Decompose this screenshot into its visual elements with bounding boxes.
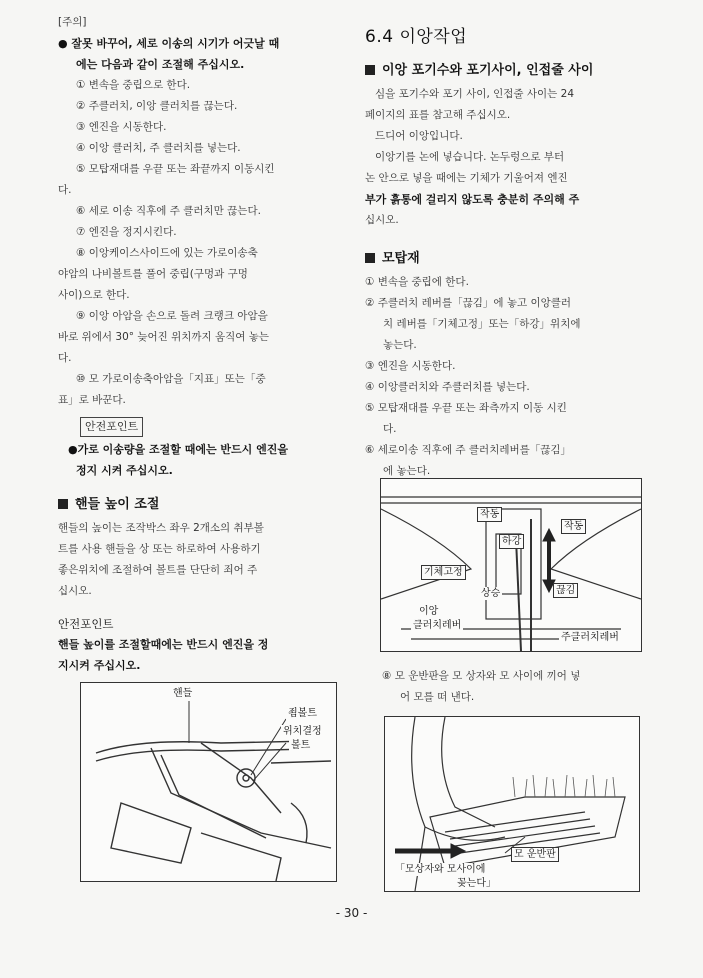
step-line: ④ 이앙 클러치, 주 클러치를 넣는다. xyxy=(76,142,241,154)
planting-clutch-lever-label-2: 클러치레버 xyxy=(413,620,462,631)
loading-step-line: 에 놓는다. xyxy=(383,465,431,477)
step-line: ⑧ 이앙케이스사이드에 있는 가로이송축 xyxy=(76,247,258,259)
safety2-text-line-2: 지시켜 주십시오. xyxy=(58,659,141,672)
seedling-board-label: 모 운반판 xyxy=(511,847,559,862)
safety-text-line-2: 정지 시켜 주십시오. xyxy=(76,464,173,477)
step-line: 표」로 바꾼다. xyxy=(58,394,126,406)
step-line: ⑦ 엔진을 정지시킨다. xyxy=(76,226,177,238)
position-bolt-label-2: 볼트 xyxy=(291,740,311,751)
step-line: ① 변속을 중립으로 한다. xyxy=(76,79,191,91)
section-title: 6.4 이앙작업 xyxy=(365,27,468,47)
operate-label-1: 작동 xyxy=(477,507,502,522)
clutch-lever-figure xyxy=(380,478,642,652)
right-column xyxy=(365,18,655,482)
handle-label: 핸들 xyxy=(173,688,193,699)
loading-step-line: 놓는다. xyxy=(383,339,417,351)
planting-text-line: 드디어 이앙입니다. xyxy=(375,130,463,142)
step-8-line-2: 어 모를 떠 낸다. xyxy=(400,691,475,703)
loading-step-line: 다. xyxy=(383,423,397,435)
step-line: ⑨ 이앙 아암을 손으로 돌려 크랭크 아암을 xyxy=(76,310,268,322)
planting-text-line: 이앙기를 논에 넣습니다. 논두렁으로 부터 xyxy=(375,151,565,163)
body-fix-label: 기체고정 xyxy=(421,565,466,580)
planting-text-line: 부가 흙통에 걸리지 않도록 충분히 주의해 주 xyxy=(365,193,580,206)
safety-text-line-1: ●가로 이송량을 조절할 때에는 반드시 엔진을 xyxy=(68,443,289,456)
step-line: ⑤ 모탑재대를 우끝 또는 좌끝까지 이동시킨 xyxy=(76,163,275,175)
step-line: ③ 엔진을 시동한다. xyxy=(76,121,167,133)
seedling-loading-heading: 모탑재 xyxy=(365,247,655,266)
loading-step-line: ④ 이앙클러치와 주클러치를 넣는다. xyxy=(365,381,530,393)
step-line: ⑩ 모 가로이송축아암을「지표」또는「중 xyxy=(76,373,266,385)
caption-line-1: 「모상자와 모사이에 xyxy=(395,864,486,875)
caution-intro-line-2: 에는 다음과 같이 조절해 주십시오. xyxy=(76,58,245,71)
tightening-bolt-label: 죔볼트 xyxy=(288,708,317,719)
caution-steps xyxy=(58,75,348,411)
loading-step-line: ⑥ 세로이송 직후에 주 클러치레버를「끊김」 xyxy=(365,444,572,456)
left-column xyxy=(58,12,348,676)
square-bullet-icon xyxy=(365,65,375,75)
loading-step-line: ① 변속을 중립에 한다. xyxy=(365,276,469,288)
step-line: 다. xyxy=(58,184,72,196)
handle-text-line: 핸들의 높이는 조작박스 좌우 2개소의 취부볼 xyxy=(58,522,264,534)
handle-text-line: 좋은위치에 조절하여 볼트를 단단히 죄어 주 xyxy=(58,564,258,576)
square-bullet-icon xyxy=(365,253,375,263)
disengaged-label: 끊김 xyxy=(553,583,578,598)
loading-step-line: ⑤ 모탑재대를 우끝 또는 좌측까지 이동 시킨 xyxy=(365,402,567,414)
handle-text-line: 십시오. xyxy=(58,585,92,597)
step-8-line-1: ⑧ 모 운반판을 모 상자와 모 사이에 끼어 넣 xyxy=(382,670,581,682)
planting-text-line: 심을 포기수와 포기 사이, 인접줄 사이는 24 xyxy=(375,88,575,100)
loading-step-line: 치 레버를「기체고정」또는「하강」위치에 xyxy=(383,318,581,330)
position-bolt-label-1: 위치결정 xyxy=(283,726,322,737)
step-line: ⑥ 세로 이송 직후에 주 클러치만 끊는다. xyxy=(76,205,261,217)
lower-label: 하강 xyxy=(499,534,524,549)
planting-text-line: 십시오. xyxy=(365,214,399,226)
seedling-board-figure xyxy=(384,716,640,892)
safety-point-tag: 안전포인트 xyxy=(80,417,143,437)
caution-label: [주의] xyxy=(58,16,87,28)
loading-step-line: ② 주클러치 레버를「끊김」에 놓고 이앙클러 xyxy=(365,297,572,309)
caution-intro-line-1: ● 잘못 바꾸어, 세로 이송의 시기가 어긋날 때 xyxy=(58,37,280,50)
safety-point-label: 안전포인트 xyxy=(58,617,114,631)
handle-figure xyxy=(80,682,337,882)
main-clutch-lever-label: 주클러치레버 xyxy=(561,632,619,643)
planting-clutch-lever-label-1: 이앙 xyxy=(419,606,439,617)
step-line: 다. xyxy=(58,352,72,364)
planting-text-line: 페이지의 표를 참고해 주십시오. xyxy=(365,109,511,121)
square-bullet-icon xyxy=(58,499,68,509)
step-line: 바로 위에서 30° 늦어진 위치까지 움직여 놓는 xyxy=(58,331,270,343)
handle-text-line: 트를 사용 핸들을 상 또는 하로하여 사용하기 xyxy=(58,543,261,555)
handle-height-heading: 핸들 높이 조절 xyxy=(58,493,348,512)
operate-label-2: 작동 xyxy=(561,519,586,534)
raise-label: 상승 xyxy=(481,588,501,599)
step-line: 야암의 나비볼트를 풀어 중립(구멍과 구멍 xyxy=(58,268,248,280)
step-8-block xyxy=(382,666,662,708)
page-number: - 30 - xyxy=(335,906,368,920)
step-line: ② 주클러치, 이앙 클러치를 끊는다. xyxy=(76,100,238,112)
step-line: 사이)으로 한다. xyxy=(58,289,130,301)
loading-step-line: ③ 엔진을 시동한다. xyxy=(365,360,456,372)
caption-line-2: 꽂는다」 xyxy=(457,878,496,889)
planting-spacing-heading: 이앙 포기수와 포기사이, 인접줄 사이 xyxy=(365,59,655,78)
safety2-text-line-1: 핸들 높이를 조절할때에는 반드시 엔진을 정 xyxy=(58,638,269,651)
planting-text-line: 논 안으로 넣을 때에는 기체가 기울어져 엔진 xyxy=(365,172,568,184)
